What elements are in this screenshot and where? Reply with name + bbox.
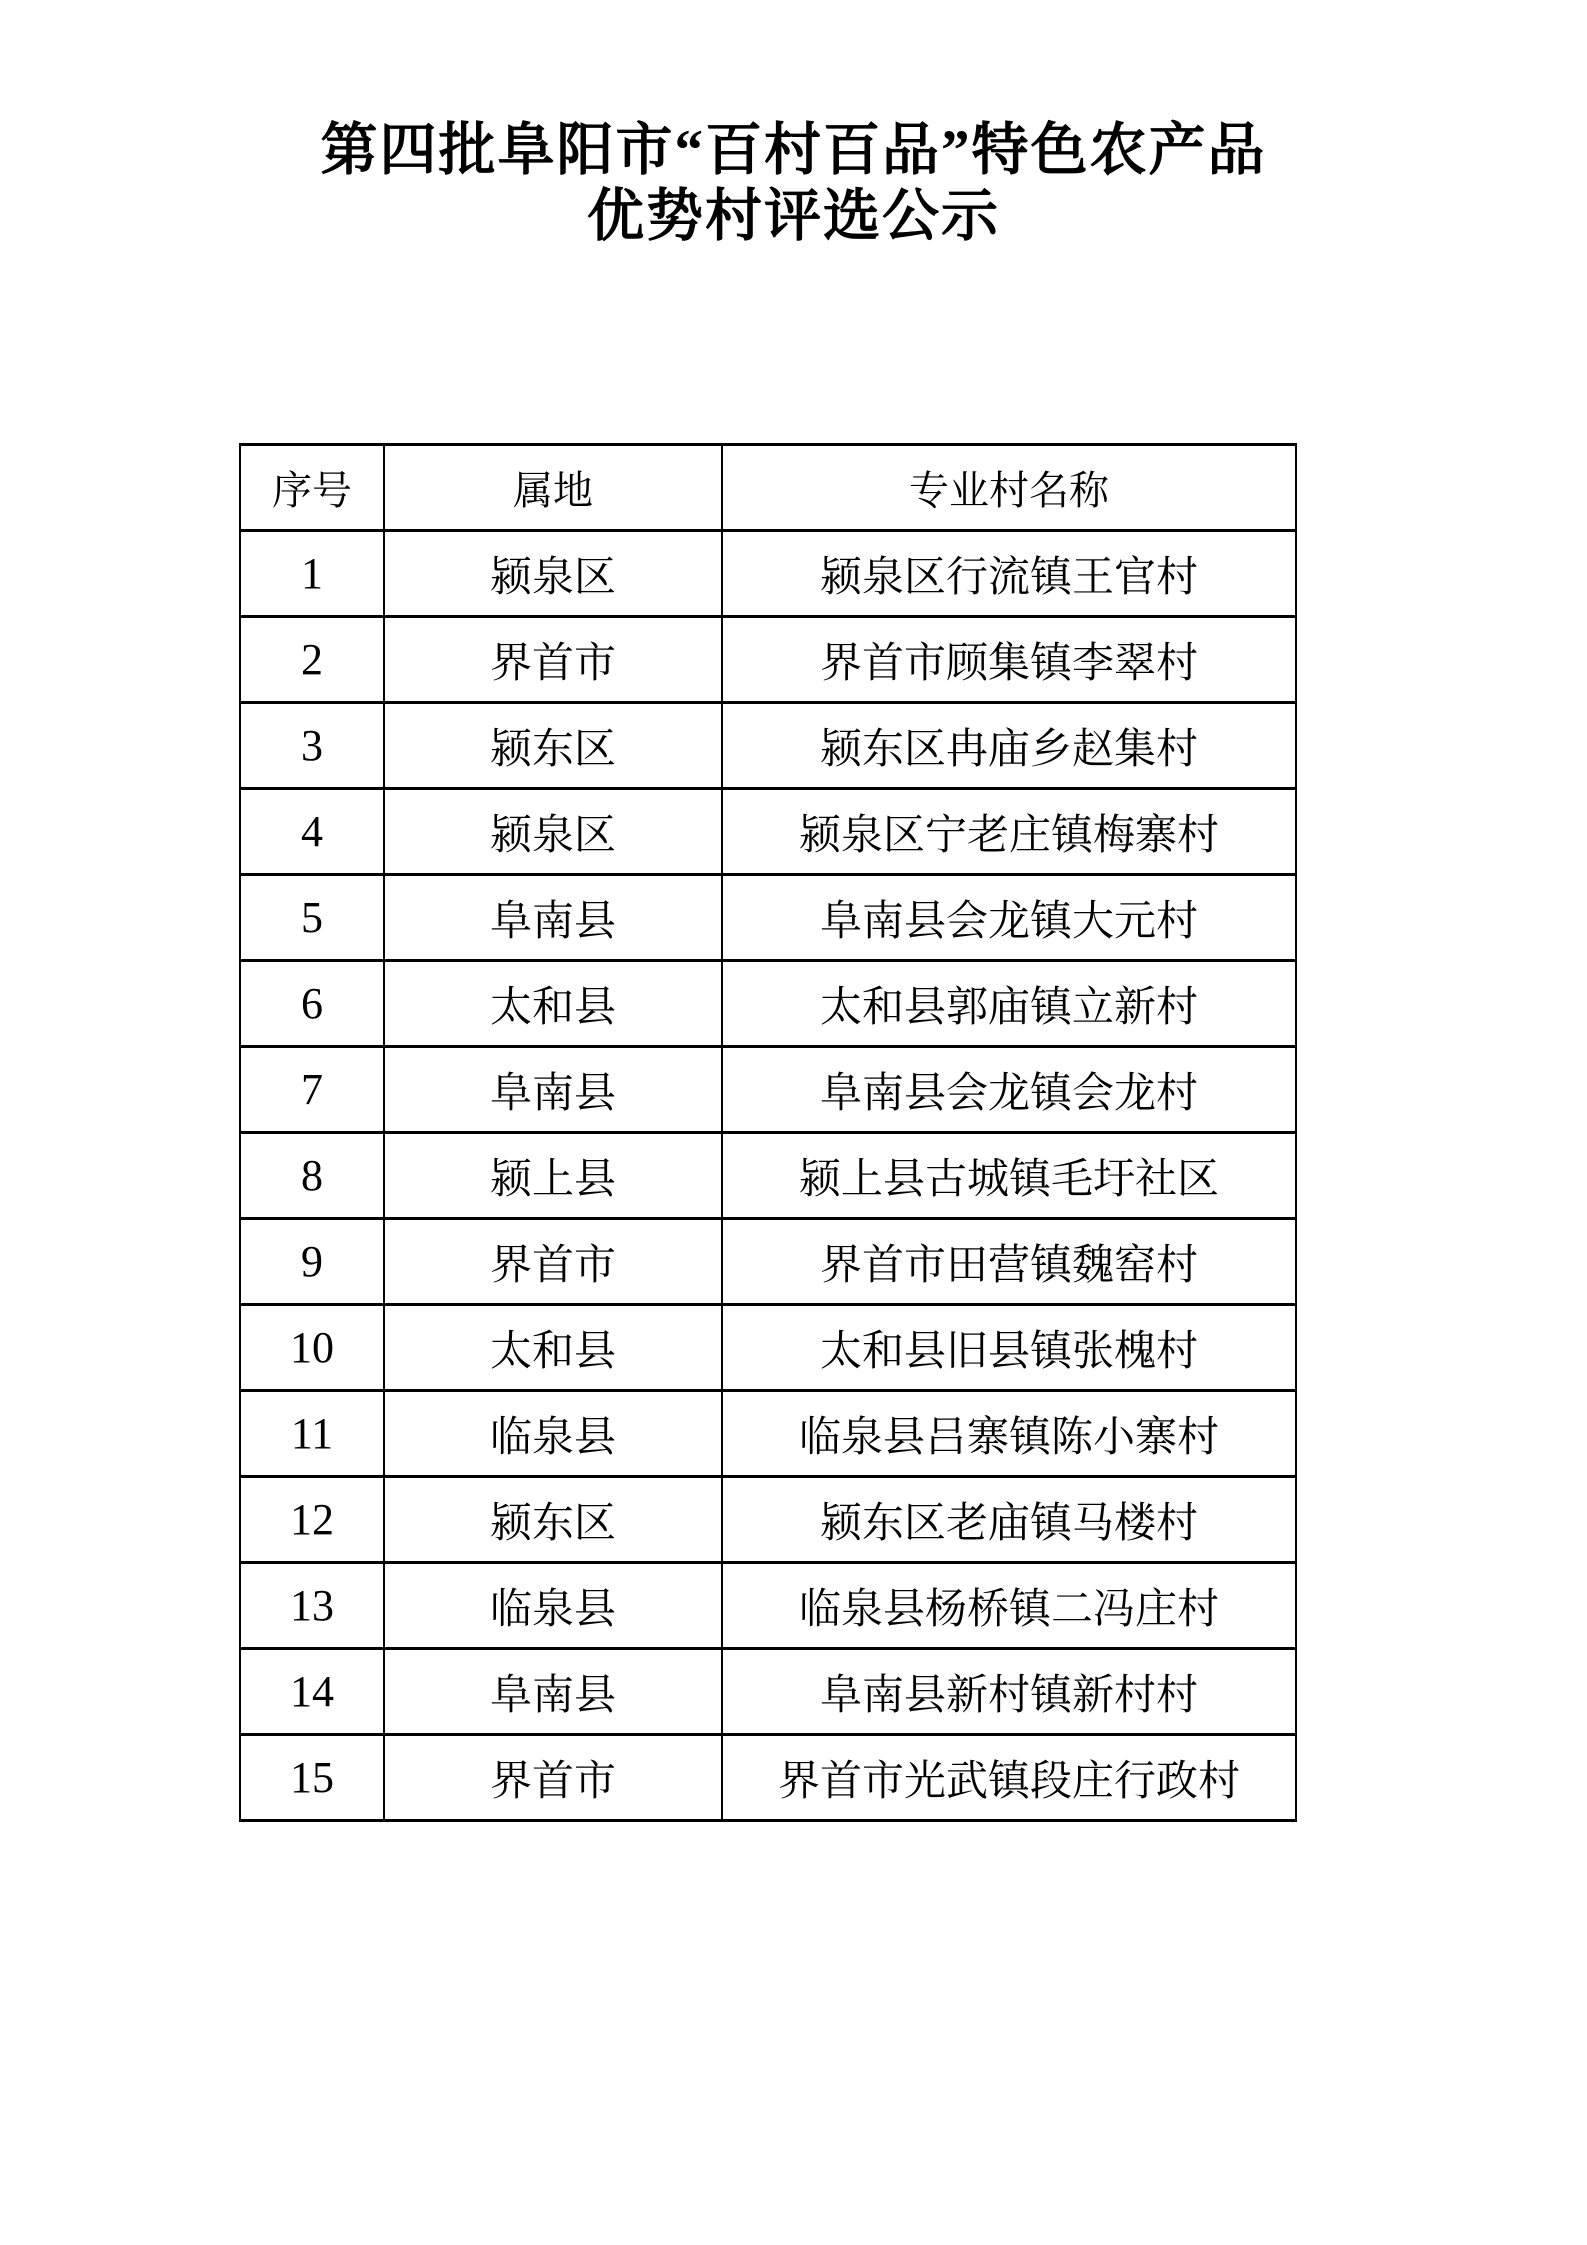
cell-no: 1 <box>240 531 384 617</box>
cell-region: 颍泉区 <box>384 531 722 617</box>
cell-village: 临泉县吕寨镇陈小寨村 <box>722 1391 1296 1477</box>
cell-no: 10 <box>240 1305 384 1391</box>
cell-village: 颍泉区宁老庄镇梅寨村 <box>722 789 1296 875</box>
cell-no: 12 <box>240 1477 384 1563</box>
cell-no: 6 <box>240 961 384 1047</box>
cell-region: 阜南县 <box>384 875 722 961</box>
table-row <box>240 1477 1296 1563</box>
table-row <box>240 1219 1296 1305</box>
cell-region: 临泉县 <box>384 1563 722 1649</box>
cell-region: 阜南县 <box>384 1047 722 1133</box>
table-row <box>240 531 1296 617</box>
table-row <box>240 1047 1296 1133</box>
cell-region: 界首市 <box>384 617 722 703</box>
cell-no: 2 <box>240 617 384 703</box>
col-header-village: 专业村名称 <box>722 445 1296 531</box>
table-row <box>240 1305 1296 1391</box>
table-row <box>240 875 1296 961</box>
cell-no: 9 <box>240 1219 384 1305</box>
cell-region: 界首市 <box>384 1735 722 1821</box>
title-line-2: 优势村评选公示 <box>587 185 1000 248</box>
title-line-1: 第四批阜阳市“百村百品”特色农产品 <box>320 119 1267 182</box>
cell-region: 太和县 <box>384 1305 722 1391</box>
cell-no: 13 <box>240 1563 384 1649</box>
cell-village: 太和县郭庙镇立新村 <box>722 961 1296 1047</box>
table-header-row <box>240 445 1296 531</box>
cell-region: 颍泉区 <box>384 789 722 875</box>
cell-region: 阜南县 <box>384 1649 722 1735</box>
document-title <box>0 118 1587 250</box>
cell-village: 太和县旧县镇张槐村 <box>722 1305 1296 1391</box>
table-row <box>240 703 1296 789</box>
cell-region: 颍东区 <box>384 703 722 789</box>
cell-village: 颍上县古城镇毛圩社区 <box>722 1133 1296 1219</box>
cell-village: 阜南县新村镇新村村 <box>722 1649 1296 1735</box>
cell-village: 临泉县杨桥镇二冯庄村 <box>722 1563 1296 1649</box>
cell-region: 太和县 <box>384 961 722 1047</box>
cell-region: 颍上县 <box>384 1133 722 1219</box>
cell-village: 阜南县会龙镇会龙村 <box>722 1047 1296 1133</box>
table-row <box>240 1649 1296 1735</box>
cell-village: 颍东区老庙镇马楼村 <box>722 1477 1296 1563</box>
cell-village: 界首市光武镇段庄行政村 <box>722 1735 1296 1821</box>
cell-no: 5 <box>240 875 384 961</box>
cell-no: 4 <box>240 789 384 875</box>
table-row <box>240 1735 1296 1821</box>
cell-no: 14 <box>240 1649 384 1735</box>
cell-village: 颍东区冉庙乡赵集村 <box>722 703 1296 789</box>
table-row <box>240 789 1296 875</box>
cell-village: 界首市田营镇魏窑村 <box>722 1219 1296 1305</box>
table-row <box>240 961 1296 1047</box>
table-row <box>240 1563 1296 1649</box>
cell-village: 界首市顾集镇李翠村 <box>722 617 1296 703</box>
cell-no: 8 <box>240 1133 384 1219</box>
cell-no: 7 <box>240 1047 384 1133</box>
table-row <box>240 617 1296 703</box>
cell-village: 阜南县会龙镇大元村 <box>722 875 1296 961</box>
cell-village: 颍泉区行流镇王官村 <box>722 531 1296 617</box>
cell-region: 界首市 <box>384 1219 722 1305</box>
cell-no: 3 <box>240 703 384 789</box>
cell-region: 临泉县 <box>384 1391 722 1477</box>
cell-region: 颍东区 <box>384 1477 722 1563</box>
table-row <box>240 1133 1296 1219</box>
col-header-region: 属地 <box>384 445 722 531</box>
col-header-no: 序号 <box>240 445 384 531</box>
cell-no: 15 <box>240 1735 384 1821</box>
cell-no: 11 <box>240 1391 384 1477</box>
table-row <box>240 1391 1296 1477</box>
village-roster-table <box>239 443 1297 1822</box>
